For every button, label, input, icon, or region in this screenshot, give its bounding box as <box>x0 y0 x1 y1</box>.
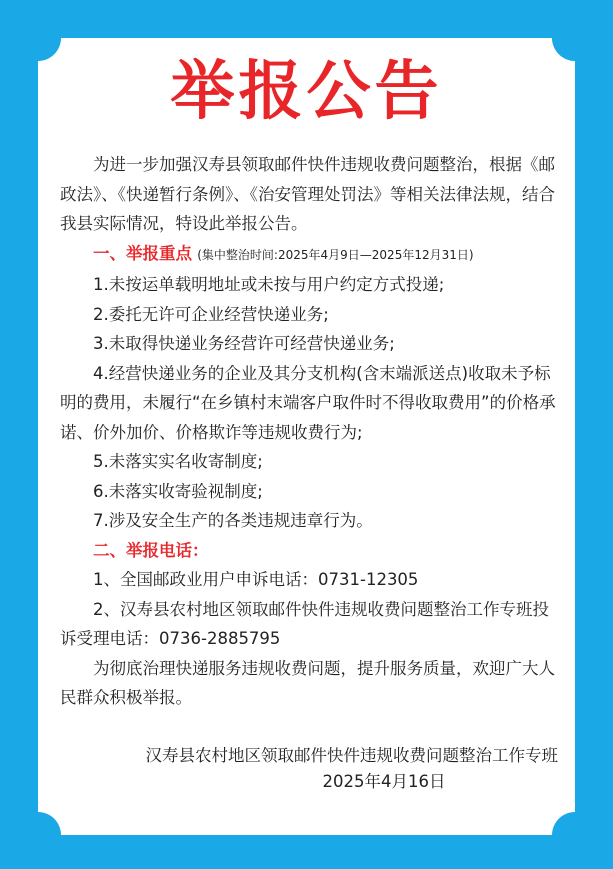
section-2-heading: 二、举报电话： <box>93 540 209 560</box>
section-1-heading: 一、举报重点 <box>93 243 192 263</box>
issue-date: 2025年4月16日 <box>322 772 446 791</box>
signature-block <box>60 743 558 795</box>
hotline-national: 1、全国邮政业用户申诉电话：0731-12305 <box>93 570 419 589</box>
closing-paragraph: 为彻底治理快递服务违规收费问题，提升服务质量，欢迎广大人民群众积极举报。 <box>60 658 555 707</box>
list-item: 1.未按运单载明地址或未按与用户约定方式投递; <box>93 275 445 294</box>
list-item: 2.委托无许可企业经营快递业务; <box>93 304 329 324</box>
list-item: 6.未落实收寄验视制度; <box>93 481 263 501</box>
section-1-heading-line <box>60 239 558 271</box>
list-item: 7.涉及安全生产的各类违规违章行为。 <box>93 511 373 530</box>
list-item: 4.经营快递业务的企业及其分支机构(含末端派送点)收取未予标明的费用，未履行“在乡镇村末端客户取件时不得收取费用”的价格承诺、价外加价、价格欺诈等违规收费行为; <box>60 363 556 442</box>
list-item: 3.未取得快递业务经营许可经营快递业务; <box>93 334 395 353</box>
corner-decoration <box>15 812 61 858</box>
notice-body <box>60 150 558 713</box>
hotline-local: 2、汉寿县农村地区领取邮件快件违规收费问题整治工作专班投诉受理电话：0736-2885795 <box>60 599 549 648</box>
issuing-organization: 汉寿县农村地区领取邮件快件违规收费问题整治工作专班 <box>145 746 558 765</box>
notice-title: 举报公告 <box>170 54 443 129</box>
section-1-note: (集中整治时间:2025年4月9日—2025年12月31日) <box>197 247 474 262</box>
corner-decoration <box>552 812 598 858</box>
section-2-heading-line <box>60 536 558 566</box>
intro-paragraph: 为进一步加强汉寿县领取邮件快件违规收费问题整治，根据《邮政法》、《快递暂行条例》、《治安管理处罚法》等相关法律法规，结合我县实际情况，特设此举报公告。 <box>60 155 555 233</box>
list-item: 5.未落实实名收寄制度; <box>93 452 263 471</box>
